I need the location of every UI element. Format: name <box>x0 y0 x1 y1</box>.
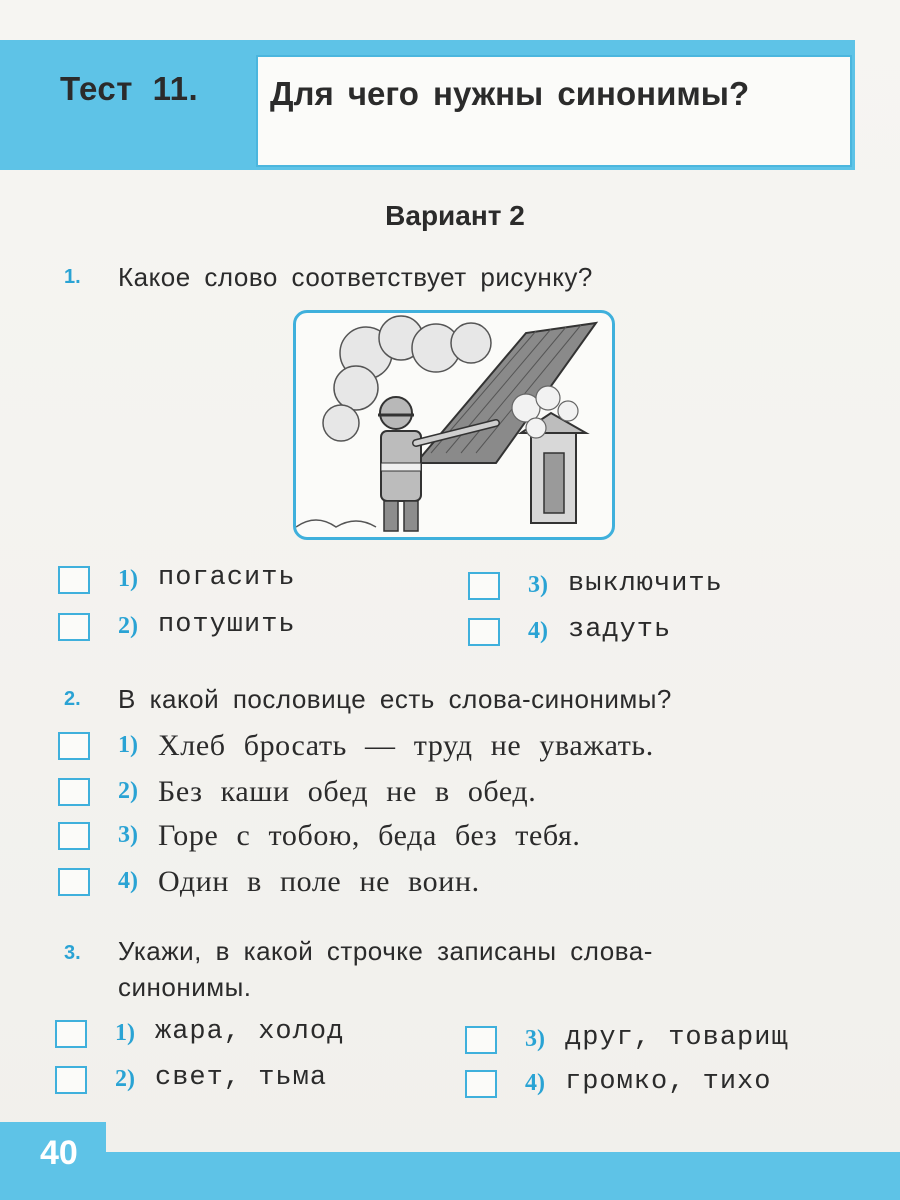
q3-option-2-number: 2) <box>115 1066 135 1092</box>
q1-option-3-number: 3) <box>528 572 548 598</box>
q1-option-4-text: задуть <box>568 615 672 645</box>
q1-option-1-number: 1) <box>118 566 138 592</box>
q1-option-1 <box>58 563 438 602</box>
q3-option-1 <box>55 1017 455 1056</box>
firefighter-illustration <box>293 310 615 540</box>
question-3-text-line2: синонимы. <box>118 972 252 1002</box>
q2-option-4 <box>58 865 858 904</box>
q1-option-2 <box>58 610 438 649</box>
q1-option-4 <box>468 615 868 654</box>
q1-option-2-text: потушить <box>158 610 296 640</box>
q3-option-1-text: жара, холод <box>155 1017 345 1047</box>
q3-option-4-checkbox[interactable] <box>465 1070 497 1098</box>
q2-option-1-text: Хлеб бросать — труд не уважать. <box>158 729 654 762</box>
q1-option-2-number: 2) <box>118 613 138 639</box>
q1-option-4-number: 4) <box>528 618 548 644</box>
question-2-text: В какой пословице есть слова-синонимы? <box>118 684 672 714</box>
q3-option-1-number: 1) <box>115 1020 135 1046</box>
firefighter-drawing <box>296 313 612 537</box>
q3-option-2 <box>55 1063 455 1102</box>
q2-option-1 <box>58 729 858 768</box>
test-number: Тест 11. <box>60 70 199 107</box>
q2-option-2 <box>58 775 858 814</box>
q2-option-4-number: 4) <box>118 868 138 894</box>
test-title: Для чего нужны синонимы? <box>270 75 750 112</box>
footer-band <box>0 1152 900 1200</box>
q2-option-3-text: Горе с тобою, беда без тебя. <box>158 819 581 852</box>
variant-heading: Вариант 2 <box>385 200 525 231</box>
q2-option-3-checkbox[interactable] <box>58 822 90 850</box>
q2-option-3-number: 3) <box>118 822 138 848</box>
q2-option-1-number: 1) <box>118 732 138 758</box>
q1-option-3-checkbox[interactable] <box>468 572 500 600</box>
q3-option-3-text: друг, товарищ <box>565 1023 789 1053</box>
q3-option-4-number: 4) <box>525 1070 545 1096</box>
q1-option-1-checkbox[interactable] <box>58 566 90 594</box>
test-header <box>0 40 855 170</box>
q2-option-2-number: 2) <box>118 778 138 804</box>
q3-option-2-text: свет, тьма <box>155 1063 328 1093</box>
title-box <box>256 55 852 167</box>
q2-option-2-checkbox[interactable] <box>58 778 90 806</box>
question-1-number: 1. <box>64 266 81 288</box>
q3-option-4 <box>465 1067 865 1106</box>
q1-option-1-text: погасить <box>158 563 296 593</box>
q3-option-3-checkbox[interactable] <box>465 1026 497 1054</box>
q1-option-2-checkbox[interactable] <box>58 613 90 641</box>
q3-option-1-checkbox[interactable] <box>55 1020 87 1048</box>
q1-option-4-checkbox[interactable] <box>468 618 500 646</box>
q2-option-3 <box>58 819 858 858</box>
q1-option-3-text: выключить <box>568 569 723 599</box>
q3-option-3 <box>465 1023 865 1062</box>
question-3-text-line1: Укажи, в какой строчке записаны слова- <box>118 936 653 966</box>
q2-option-1-checkbox[interactable] <box>58 732 90 760</box>
question-1-text: Какое слово соответствует рисунку? <box>118 262 593 292</box>
q1-option-3 <box>468 569 868 608</box>
q2-option-2-text: Без каши обед не в обед. <box>158 775 537 808</box>
q3-option-3-number: 3) <box>525 1026 545 1052</box>
q3-option-4-text: громко, тихо <box>565 1067 772 1097</box>
question-3-number: 3. <box>64 942 81 964</box>
page-number: 40 <box>40 1134 78 1172</box>
q3-option-2-checkbox[interactable] <box>55 1066 87 1094</box>
question-2-number: 2. <box>64 688 81 710</box>
q2-option-4-text: Один в поле не воин. <box>158 865 480 898</box>
q2-option-4-checkbox[interactable] <box>58 868 90 896</box>
